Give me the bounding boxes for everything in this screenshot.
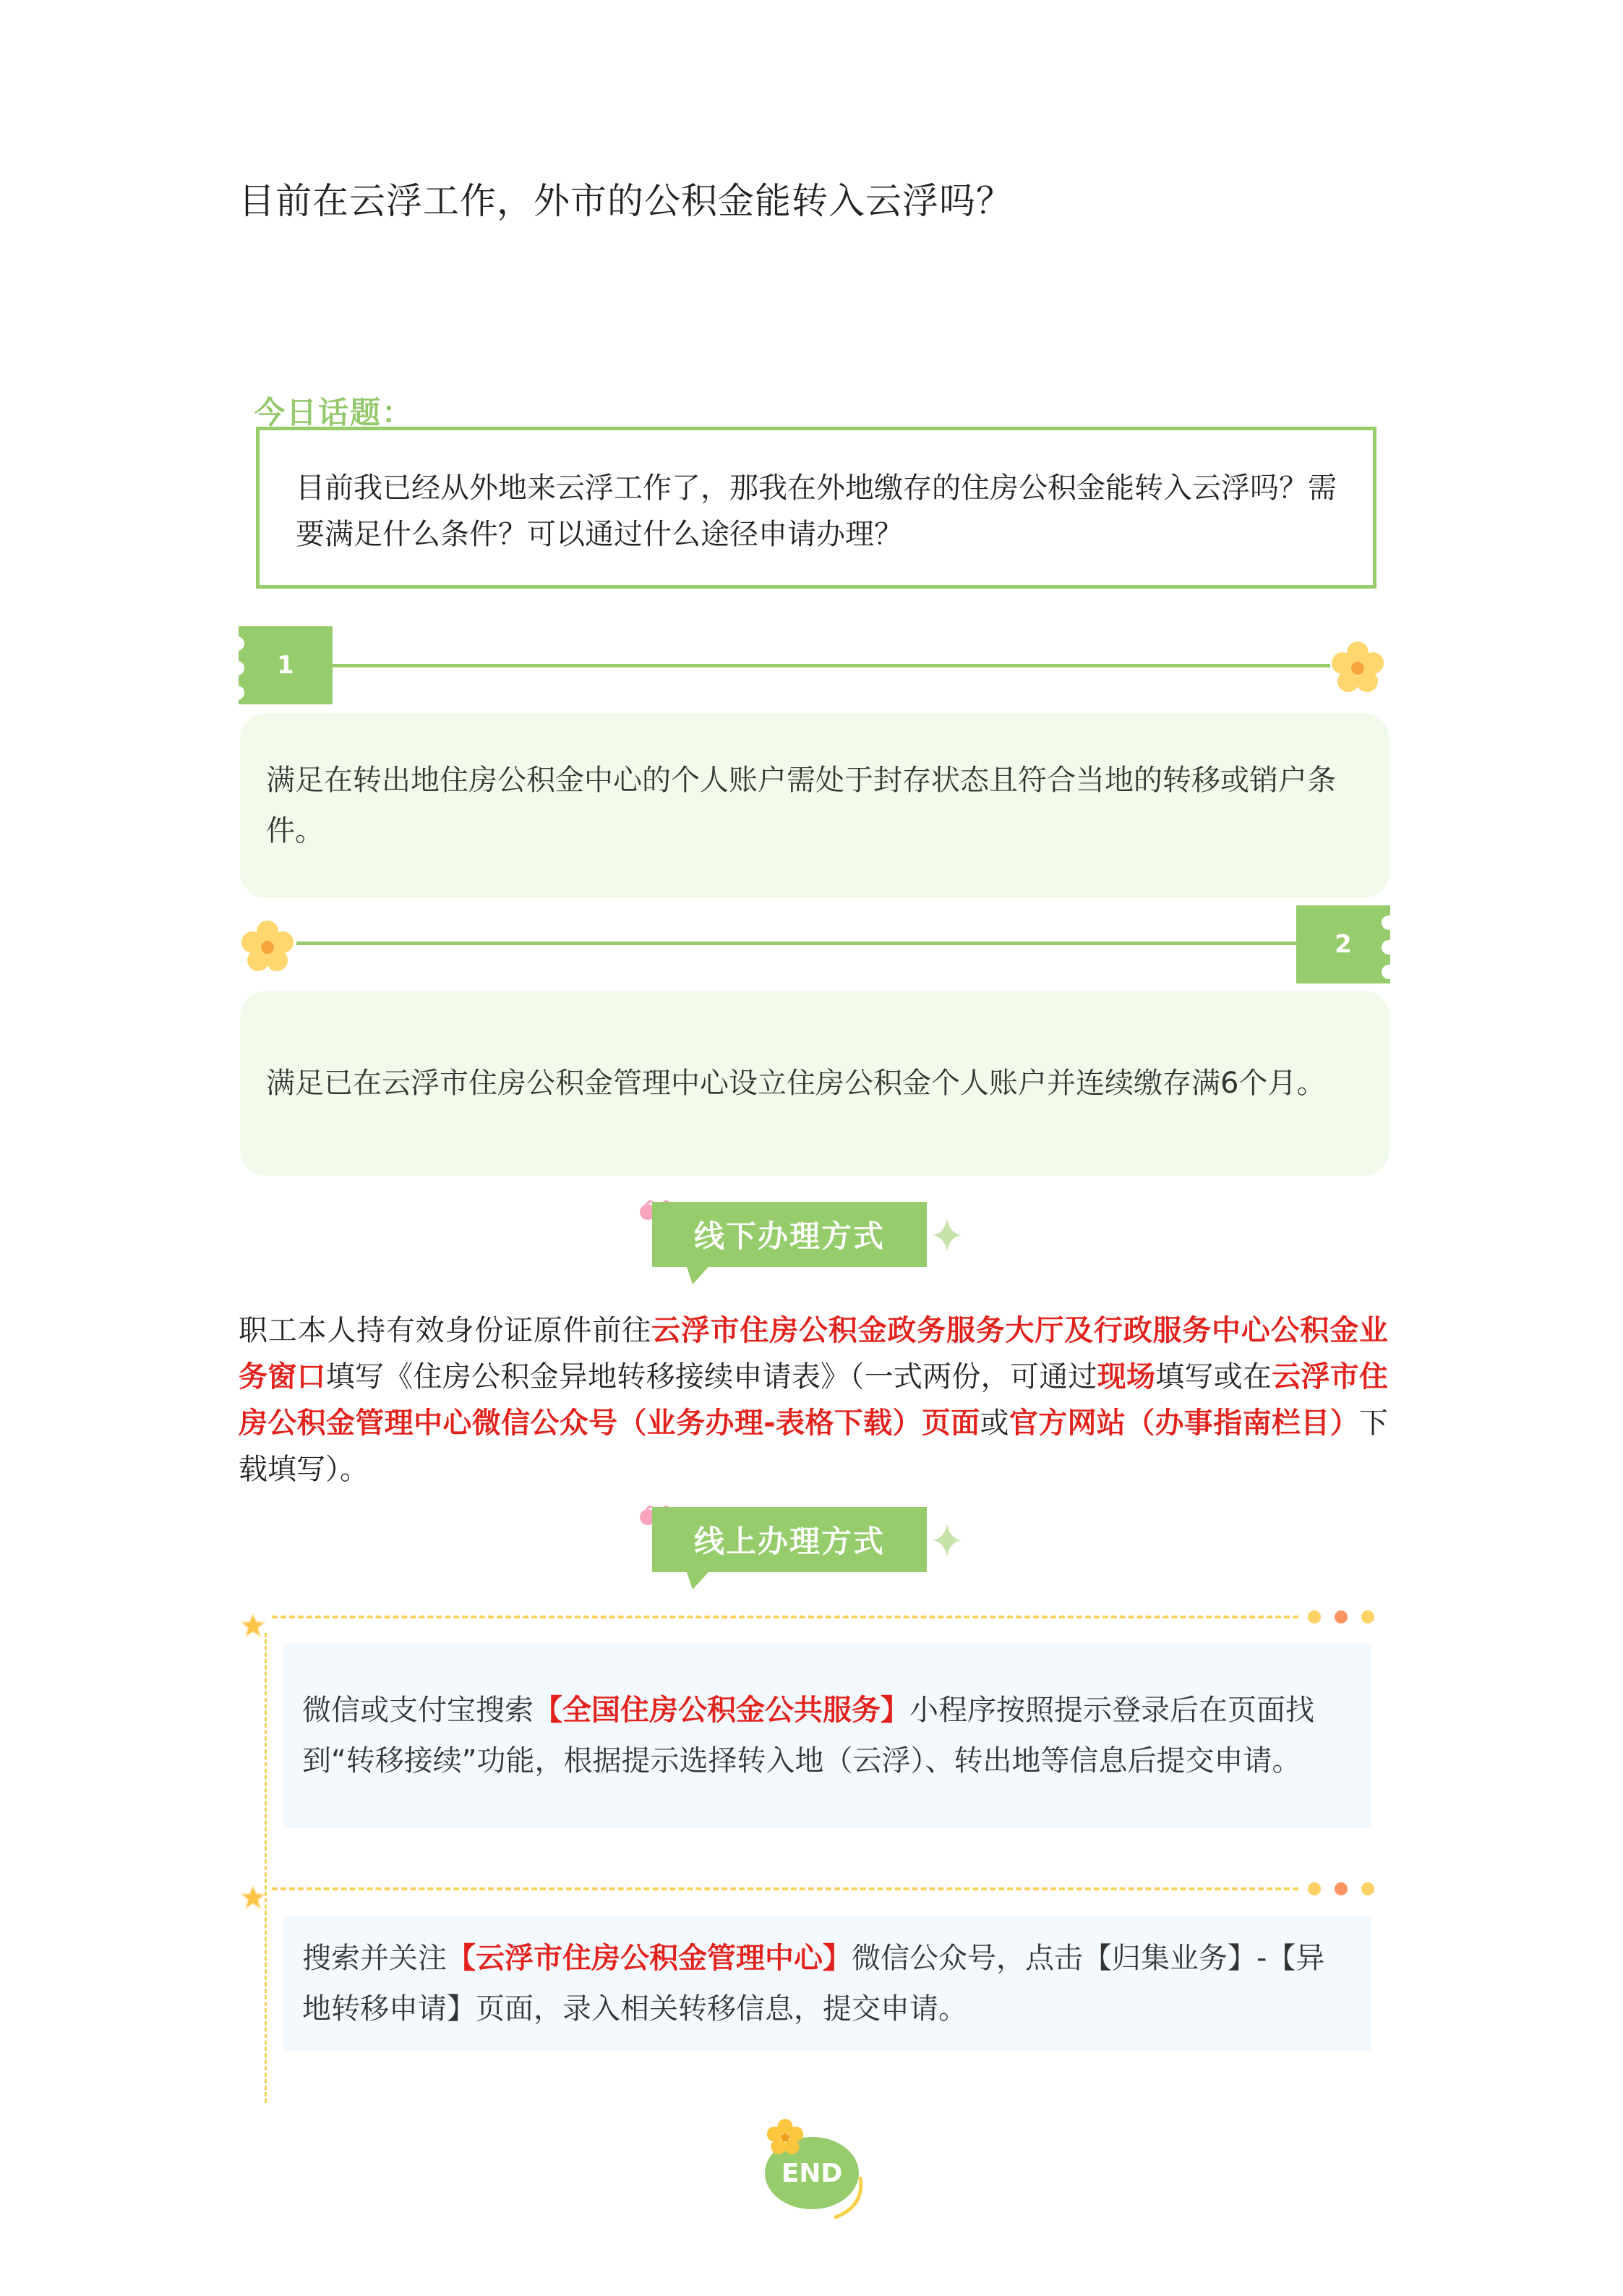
highlight-segment: 现场	[1097, 1360, 1156, 1394]
text-segment: 职工本人持有效身份证原件前往	[239, 1314, 652, 1347]
step-number-1: 1	[239, 626, 333, 704]
sparkle-icon	[933, 1524, 962, 1560]
flower-icon	[239, 918, 296, 979]
dot-decoration	[1308, 1610, 1321, 1623]
text-segment: 微信公众号，点击【归集业务】-【异地转移申请】页面，录入相关转移信息，提交申请。	[302, 1942, 1325, 2026]
mini-program-name: 【全国住房公积金公共服务】	[534, 1694, 909, 1727]
notch-decoration	[1382, 916, 1390, 979]
divider-line	[333, 664, 1330, 667]
condition-card-2	[240, 991, 1389, 1176]
text-segment: 或	[980, 1407, 1009, 1440]
star-icon	[240, 1613, 266, 1642]
text-segment: 搜索并关注	[302, 1942, 447, 1975]
star-icon	[240, 1885, 266, 1913]
online-text-1	[302, 1685, 1353, 1786]
notch-decoration	[236, 636, 244, 700]
flower-icon	[765, 2117, 805, 2161]
highlight-segment: 官方网站（办事指南栏目）	[1009, 1407, 1359, 1440]
dot-decoration	[1335, 1882, 1348, 1895]
highlight-segment: 云浮市住房公积金政务服务大厅及行政服务中心公积金业务窗口	[239, 1314, 1389, 1394]
online-text-2	[302, 1933, 1353, 2034]
banner-tail	[687, 1572, 708, 1589]
divider-line	[296, 942, 1298, 945]
dashed-rail	[265, 1633, 267, 2103]
swoosh-decoration	[831, 2177, 868, 2223]
dot-decoration	[1361, 1882, 1374, 1895]
topic-label: 今日话题：	[254, 395, 414, 430]
offline-heading: 线下办理方式	[652, 1202, 927, 1267]
dot-decoration	[1361, 1610, 1374, 1623]
text-segment: 微信或支付宝搜索	[302, 1694, 534, 1727]
condition-text-2: 满足已在云浮市住房公积金管理中心设立住房公积金个人账户并连续缴存满6个月。	[266, 1067, 1326, 1100]
condition-card-1	[240, 713, 1389, 898]
account-name: 【云浮市住房公积金管理中心】	[447, 1942, 852, 1975]
offline-paragraph	[239, 1307, 1388, 1493]
online-card-2	[283, 1916, 1371, 2051]
banner-tail	[687, 1267, 708, 1284]
flower-icon	[1329, 639, 1387, 700]
step-number-2: 2	[1296, 905, 1390, 983]
sparkle-icon	[933, 1219, 962, 1255]
end-badge: END	[765, 2137, 859, 2209]
dashed-divider	[272, 1616, 1298, 1618]
condition-text-1: 满足在转出地住房公积金中心的个人账户需处于封存状态且符合当地的转移或销户条件。	[266, 764, 1336, 848]
text-segment: 填写或在	[1155, 1360, 1272, 1394]
highlight-segment: 云浮市住房公积金管理中心微信公众号（业务办理-表格下载）页面	[239, 1360, 1389, 1440]
dashed-divider	[272, 1887, 1298, 1890]
text-segment: 填写《住房公积金异地转移接续申请表》（一式两份，可通过	[325, 1360, 1097, 1394]
page-title: 目前在云浮工作，外市的公积金能转入云浮吗？	[239, 180, 1013, 222]
text-segment: 小程序按照提示登录后在页面找到“转移接续”功能，根据提示选择转入地（云浮）、转出地等信息后提交申请。	[302, 1694, 1314, 1778]
dot-decoration	[1335, 1610, 1348, 1623]
online-card-1	[283, 1643, 1371, 1828]
dot-decoration	[1308, 1882, 1321, 1895]
online-heading: 线上办理方式	[652, 1507, 927, 1572]
topic-box	[256, 427, 1376, 589]
text-segment: 下载填写）。	[239, 1407, 1388, 1486]
topic-text: 目前我已经从外地来云浮工作了，那我在外地缴存的住房公积金能转入云浮吗？需要满足什么条件？可以通过什么途径申请办理？	[296, 471, 1337, 551]
